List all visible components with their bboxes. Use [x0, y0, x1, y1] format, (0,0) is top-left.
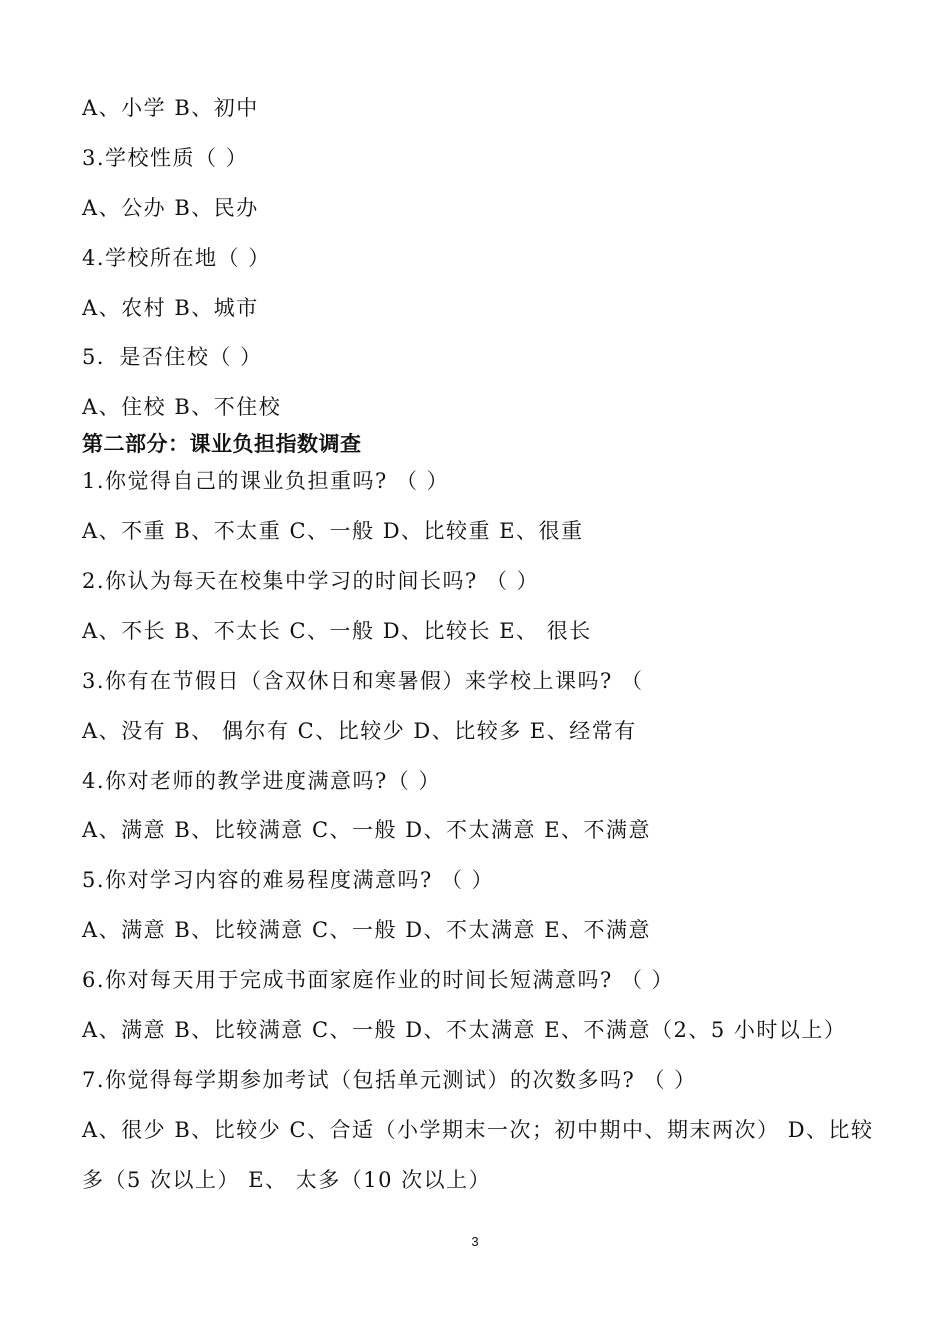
question-boarding: 5．是否住校（ ） [82, 345, 263, 369]
answer-options-q2: A、不长 B、不太长 C、一般 D、比较长 E、 很长 [82, 619, 592, 643]
answer-options-q6: A、满意 B、比较满意 C、一般 D、不太满意 E、不满意（2、5 小时以上） [82, 1018, 847, 1042]
question-7-exam-frequency: 7.你觉得每学期参加考试（包括单元测试）的次数多吗? （ ） [82, 1068, 697, 1092]
question-school-location: 4.学校所在地（ ） [82, 246, 271, 270]
question-school-type: 3.学校性质（ ） [82, 146, 249, 170]
question-3-holiday-classes: 3.你有在节假日（含双休日和寒暑假）来学校上课吗? （ [82, 669, 644, 693]
question-6-homework-time: 6.你对每天用于完成书面家庭作业的时间长短满意吗? （ ） [82, 968, 675, 992]
answer-options-school-level: A、小学 B、初中 [82, 96, 259, 120]
answer-options-q3: A、没有 B、 偶尔有 C、比较少 D、比较多 E、经常有 [82, 719, 637, 743]
question-2-study-time: 2.你认为每天在校集中学习的时间长吗? （ ） [82, 569, 540, 593]
answer-options-q7-line-2: 多（5 次以上） E、 太多（10 次以上） [82, 1168, 492, 1192]
question-1-burden: 1.你觉得自己的课业负担重吗? （ ） [82, 469, 450, 493]
question-5-difficulty: 5.你对学习内容的难易程度满意吗? （ ） [82, 868, 495, 892]
answer-options-q7-line-1: A、很少 B、比较少 C、合适（小学期末一次；初中期中、期末两次） D、比较 [82, 1118, 874, 1142]
page-number: 3 [471, 1234, 479, 1249]
answer-options-school-location: A、农村 B、城市 [82, 296, 259, 320]
answer-options-q1: A、不重 B、不太重 C、一般 D、比较重 E、很重 [82, 519, 584, 543]
answer-options-q5: A、满意 B、比较满意 C、一般 D、不太满意 E、不满意 [82, 918, 652, 942]
answer-options-boarding: A、住校 B、不住校 [82, 395, 282, 419]
answer-options-school-type: A、公办 B、民办 [82, 196, 259, 220]
question-4-teaching-pace: 4.你对老师的教学进度满意吗?（ ） [82, 769, 441, 793]
section-heading-part-two: 第二部分：课业负担指数调查 [82, 432, 362, 456]
answer-options-q4: A、满意 B、比较满意 C、一般 D、不太满意 E、不满意 [82, 818, 652, 842]
